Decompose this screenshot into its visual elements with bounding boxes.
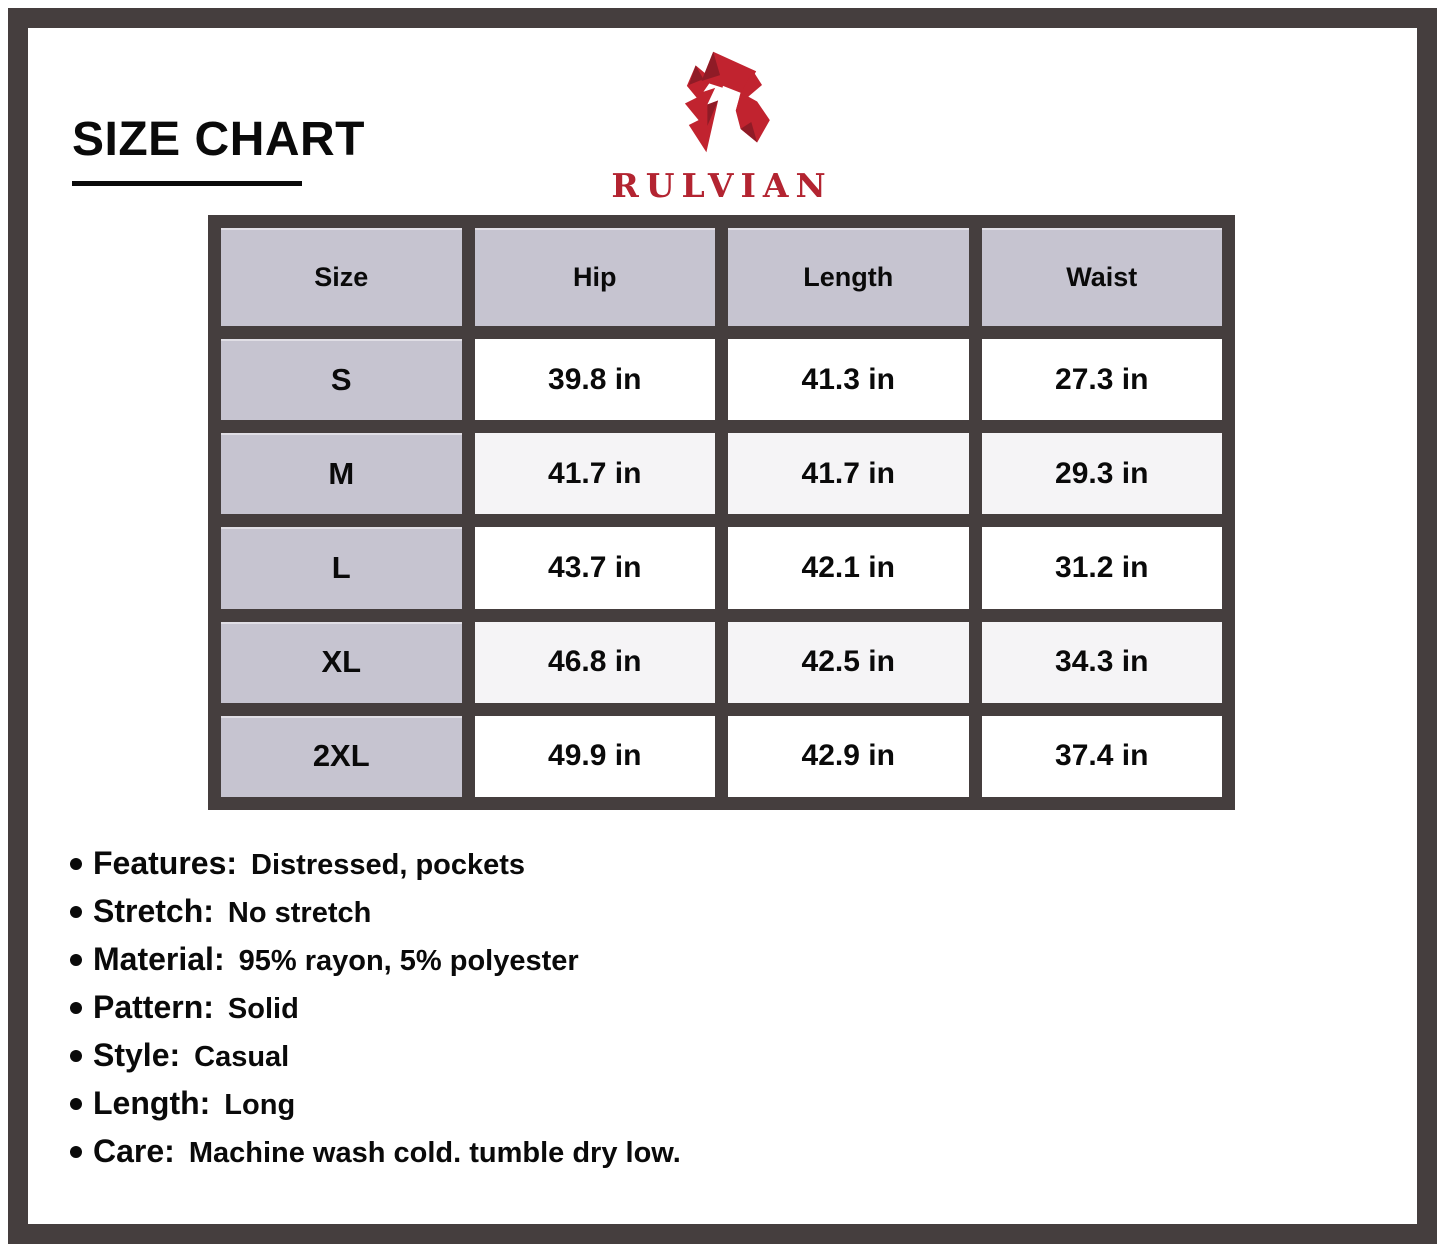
header-cell-size: Size [221,228,462,326]
detail-label: Pattern: [93,989,214,1025]
measurement-cell: 42.1 in [728,527,969,608]
detail-label: Length: [93,1085,211,1121]
page-title: SIZE CHART [72,113,365,166]
detail-item-pattern [70,989,681,1027]
measurement-cell: 41.3 in [728,339,969,420]
detail-item-care [70,1133,681,1171]
detail-item-material [70,941,681,979]
measurement-cell: 31.2 in [982,527,1223,608]
measurement-cell: 42.5 in [728,622,969,703]
bullet-icon [70,1002,82,1014]
detail-label: Stretch: [93,893,214,929]
bullet-icon [70,858,82,870]
product-details-list [70,845,681,1171]
measurement-cell: 37.4 in [982,716,1223,797]
detail-value: Distressed, pockets [251,849,526,881]
measurement-cell: 42.9 in [728,716,969,797]
measurement-cell: 27.3 in [982,339,1223,420]
rulvian-r-logo-icon [656,42,788,164]
header-cell-waist: Waist [982,228,1223,326]
detail-value: 95% rayon, 5% polyester [238,945,579,977]
detail-item-features [70,845,681,883]
detail-label: Care: [93,1133,175,1169]
bullet-icon [70,1146,82,1158]
detail-value: Machine wash cold. tumble dry low. [188,1137,681,1169]
detail-value: Solid [227,993,299,1025]
measurement-cell: 43.7 in [475,527,716,608]
brand-logo [572,42,872,205]
measurement-cell: 41.7 in [728,433,969,514]
detail-item-style [70,1037,681,1075]
detail-label: Style: [93,1037,181,1073]
detail-value: No stretch [227,897,372,929]
size-cell: L [221,527,462,608]
measurement-cell: 34.3 in [982,622,1223,703]
size-table [208,215,1235,810]
size-cell: M [221,433,462,514]
measurement-cell: 39.8 in [475,339,716,420]
measurement-cell: 41.7 in [475,433,716,514]
detail-label: Material: [93,941,225,977]
size-cell: XL [221,622,462,703]
header-cell-length: Length [728,228,969,326]
title-underline [72,181,302,186]
measurement-cell: 46.8 in [475,622,716,703]
bullet-icon [70,1050,82,1062]
size-cell: S [221,339,462,420]
size-cell: 2XL [221,716,462,797]
bullet-icon [70,954,82,966]
measurement-cell: 49.9 in [475,716,716,797]
detail-item-stretch [70,893,681,931]
header-cell-hip: Hip [475,228,716,326]
detail-label: Features: [93,845,238,881]
detail-item-length [70,1085,681,1123]
detail-value: Long [224,1089,296,1121]
measurement-cell: 29.3 in [982,433,1223,514]
bullet-icon [70,1098,82,1110]
bullet-icon [70,906,82,918]
detail-value: Casual [194,1041,290,1073]
brand-wordmark: RULVIAN [611,166,833,205]
